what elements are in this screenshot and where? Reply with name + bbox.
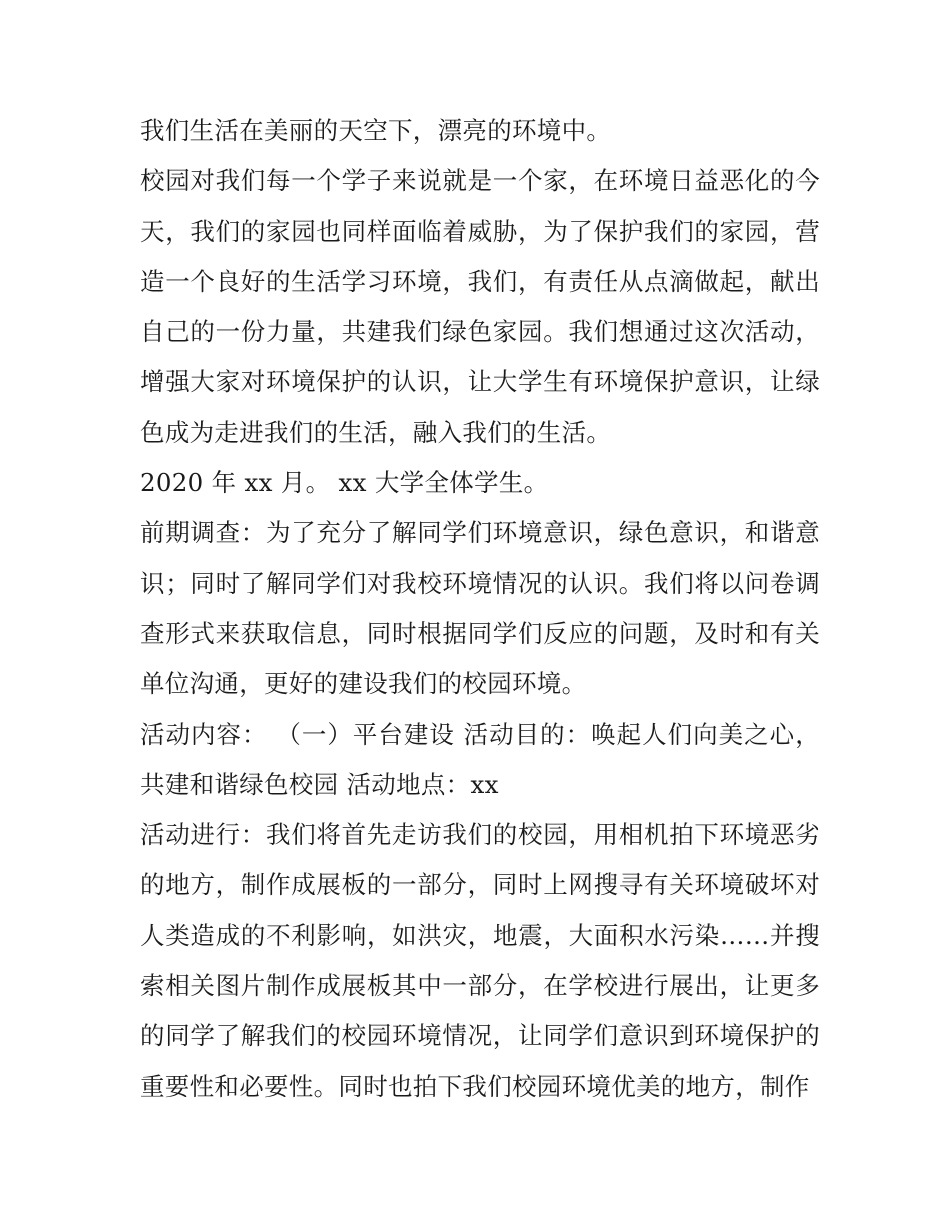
paragraph-background: 校园对我们每一个学子来说就是一个家，在环境日益恶化的今天，我们的家园也同样面临着威胁，为了保护我们的家园，营造一个良好的生活学习环境，我们，有责任从点滴做起，献出自己的一份力量，共建我们绿色家园。我们想通过这次活动，增强大家对环境保护的认识，让大学生有环境保护意识，让绿色成为走进我们的生活，融入我们的生活。 bbox=[140, 166, 820, 447]
paragraph-activity-content: 活动内容： （一）平台建设 活动目的：唤起人们向美之心，共建和谐绿色校园 活动地点：xx bbox=[140, 719, 820, 799]
paragraph-preliminary-survey: 前期调查：为了充分了解同学们环境意识，绿色意识，和谐意识；同时了解同学们对我校环境情况的认识。我们将以问卷调查形式来获取信息，同时根据同学们反应的问题，及时和有关单位沟通，更好的建设我们的校园环境。 bbox=[140, 518, 820, 699]
paragraph-intro: 我们生活在美丽的天空下，漂亮的环境中。 bbox=[140, 116, 612, 145]
paragraph-time-participants: 2020 年 xx 月。 xx 大学全体学生。 bbox=[140, 468, 549, 498]
document-body bbox=[140, 106, 820, 1112]
paragraph-activity-process: 活动进行：我们将首先走访我们的校园，用相机拍下环境恶劣的地方，制作成展板的一部分，同时上网搜寻有关环境破坏对人类造成的不利影响，如洪灾，地震，大面积水污染……并搜索相关图片制作成展板其中一部分，在学校进行展出，让更多的同学了解我们的校园环境情况，让同学们意识到环境保护的重要性和必要性。同时也拍下我们校园环境优美的地方，制作 bbox=[140, 820, 820, 1101]
